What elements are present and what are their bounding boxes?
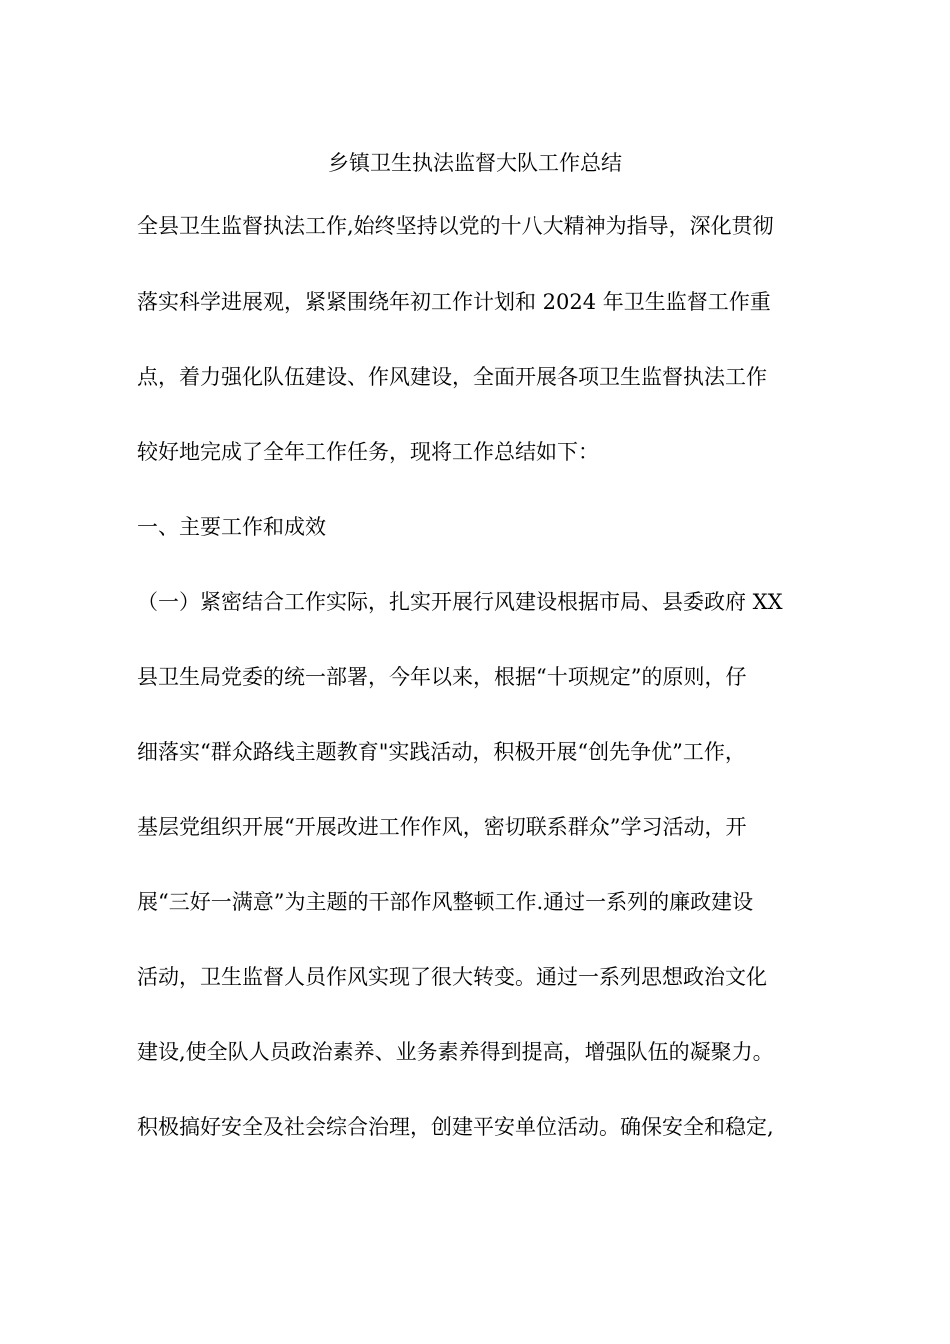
- body-line-1: 全县卫生监督执法工作,始终坚持以党的十八大精神为指导，深化贯彻: [137, 214, 774, 238]
- document-title: 乡镇卫生执法监督大队工作总结: [328, 151, 622, 175]
- body-line-12: 建设,使全队人员政治素养、业务素养得到提高，增强队伍的凝聚力。: [137, 1040, 774, 1064]
- section-heading-1: 一、主要工作和成效: [137, 515, 326, 539]
- body-line-11: 活动，卫生监督人员作风实现了很大转变。通过一系列思想政治文化: [137, 965, 767, 989]
- body-line-10: 展“三好一满意”为主题的干部作风整顿工作.通过一系列的廉政建设: [137, 890, 754, 914]
- body-line-6: （一）紧密结合工作实际，扎实开展行风建设根据市局、县委政府 XX: [137, 590, 783, 614]
- body-line-13: 积极搞好安全及社会综合治理，创建平安单位活动。确保安全和稳定,: [137, 1115, 774, 1139]
- body-line-2: 落实科学进展观，紧紧围绕年初工作计划和 2024 年卫生监督工作重: [137, 290, 771, 314]
- body-line-8: 细落实“群众路线主题教育"实践活动，积极开展“创先争优”工作，: [137, 740, 746, 764]
- body-line-9: 基层党组织开展“开展改进工作作风，密切联系群众”学习活动，开: [137, 815, 747, 839]
- body-line-3: 点，着力强化队伍建设、作风建设，全面开展各项卫生监督执法工作: [137, 365, 767, 389]
- body-line-4: 较好地完成了全年工作任务，现将工作总结如下：: [137, 440, 599, 464]
- body-line-7: 县卫生局党委的统一部署，今年以来，根据“十项规定”的原则，仔: [137, 665, 747, 689]
